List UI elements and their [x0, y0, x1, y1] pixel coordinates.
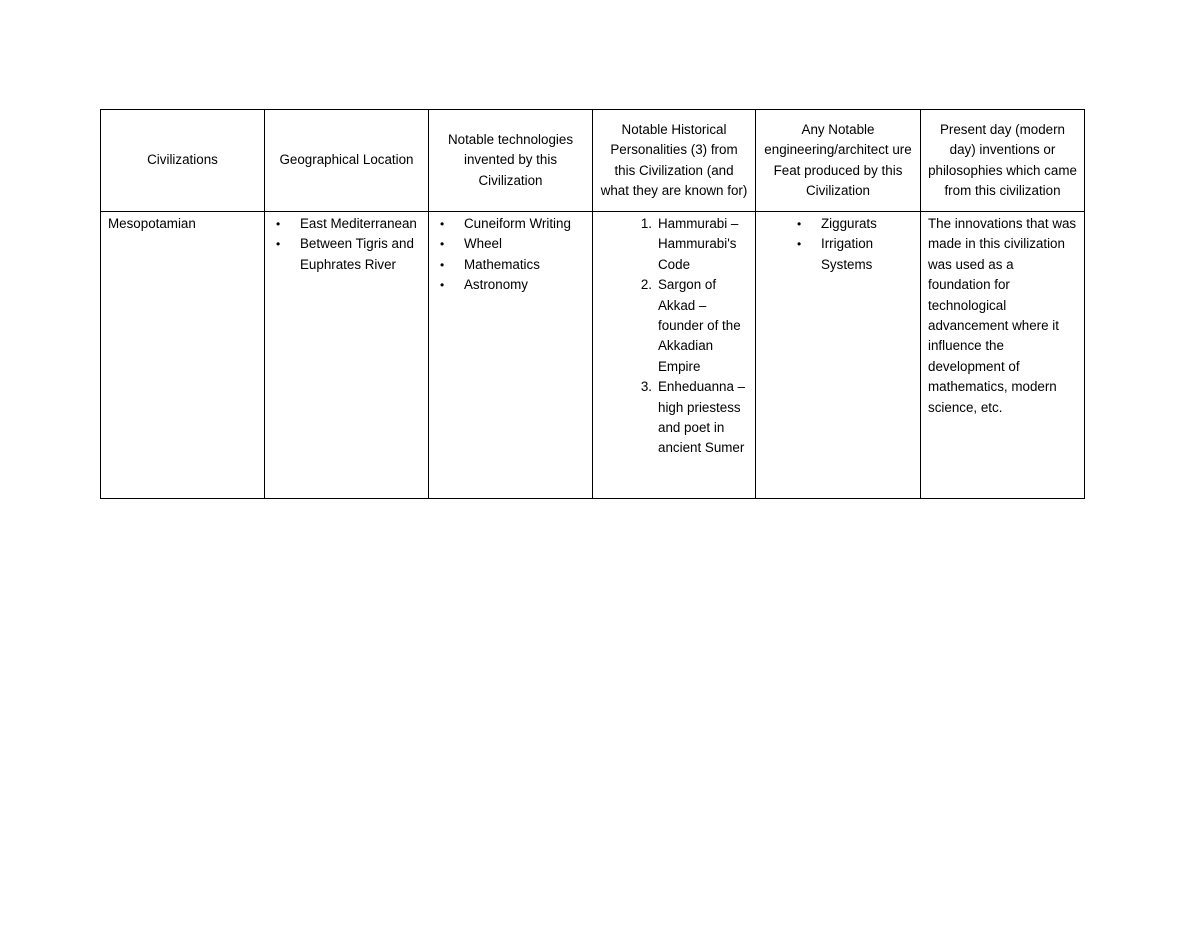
cell-personalities — [593, 212, 756, 499]
bullet-icon: • — [440, 237, 445, 252]
header-geographical-location: Geographical Location — [265, 110, 429, 212]
header-historical-personalities: Notable Historical Personalities (3) from this Civilization (and what they are known for) — [593, 110, 756, 212]
list-item: • Wheel — [436, 234, 585, 254]
list-item: • Ziggurats — [793, 214, 913, 234]
list-item: • East Mediterranean — [272, 214, 421, 234]
cell-location — [265, 212, 429, 499]
list-item: • Mathematics — [436, 255, 585, 275]
header-civilizations: Civilizations — [101, 110, 265, 212]
technologies-list — [436, 214, 585, 296]
list-item: • Cuneiform Writing — [436, 214, 585, 234]
list-number: 2. — [640, 277, 652, 293]
list-item: 3. Enheduanna – high priestess and poet in ancient Sumer — [630, 377, 748, 459]
list-number: 3. — [640, 379, 652, 395]
cell-modern-inventions: The innovations that was made in this civilization was used as a foundation for technological advancement where it influence the development of mathematics, modern science, etc. — [921, 212, 1085, 499]
civilizations-table — [100, 109, 1085, 499]
bullet-icon: • — [276, 237, 281, 252]
bullet-icon: • — [797, 217, 802, 231]
location-list — [272, 214, 421, 275]
list-item: • Irrigation Systems — [797, 236, 874, 272]
list-item: 1. Hammurabi – Hammurabi's Code — [630, 214, 748, 275]
bullet-icon: • — [276, 217, 281, 231]
bullet-icon: • — [440, 217, 445, 231]
table-row — [101, 212, 1085, 499]
feats-list — [793, 214, 913, 275]
list-number: 1. — [640, 216, 652, 231]
header-notable-technologies: Notable technologies invented by this Civilization — [429, 110, 593, 212]
bullet-icon: • — [440, 257, 445, 272]
bullet-icon: • — [797, 237, 802, 252]
header-row — [101, 110, 1085, 212]
header-present-day-inventions: Present day (modern day) inventions or philosophies which came from this civilization — [921, 110, 1085, 212]
bullet-icon: • — [440, 278, 445, 293]
list-item: • Astronomy — [436, 275, 585, 295]
list-item: 2. Sargon of Akkad – founder of the Akkadian Empire — [630, 275, 748, 377]
cell-technologies — [429, 212, 593, 499]
header-engineering-feat: Any Notable engineering/architect ure Feat produced by this Civilization — [756, 110, 921, 212]
cell-civilization: Mesopotamian — [101, 212, 265, 499]
personalities-list — [630, 214, 748, 459]
cell-engineering-feats — [756, 212, 921, 499]
list-item: • Between Tigris and Euphrates River — [276, 236, 414, 272]
